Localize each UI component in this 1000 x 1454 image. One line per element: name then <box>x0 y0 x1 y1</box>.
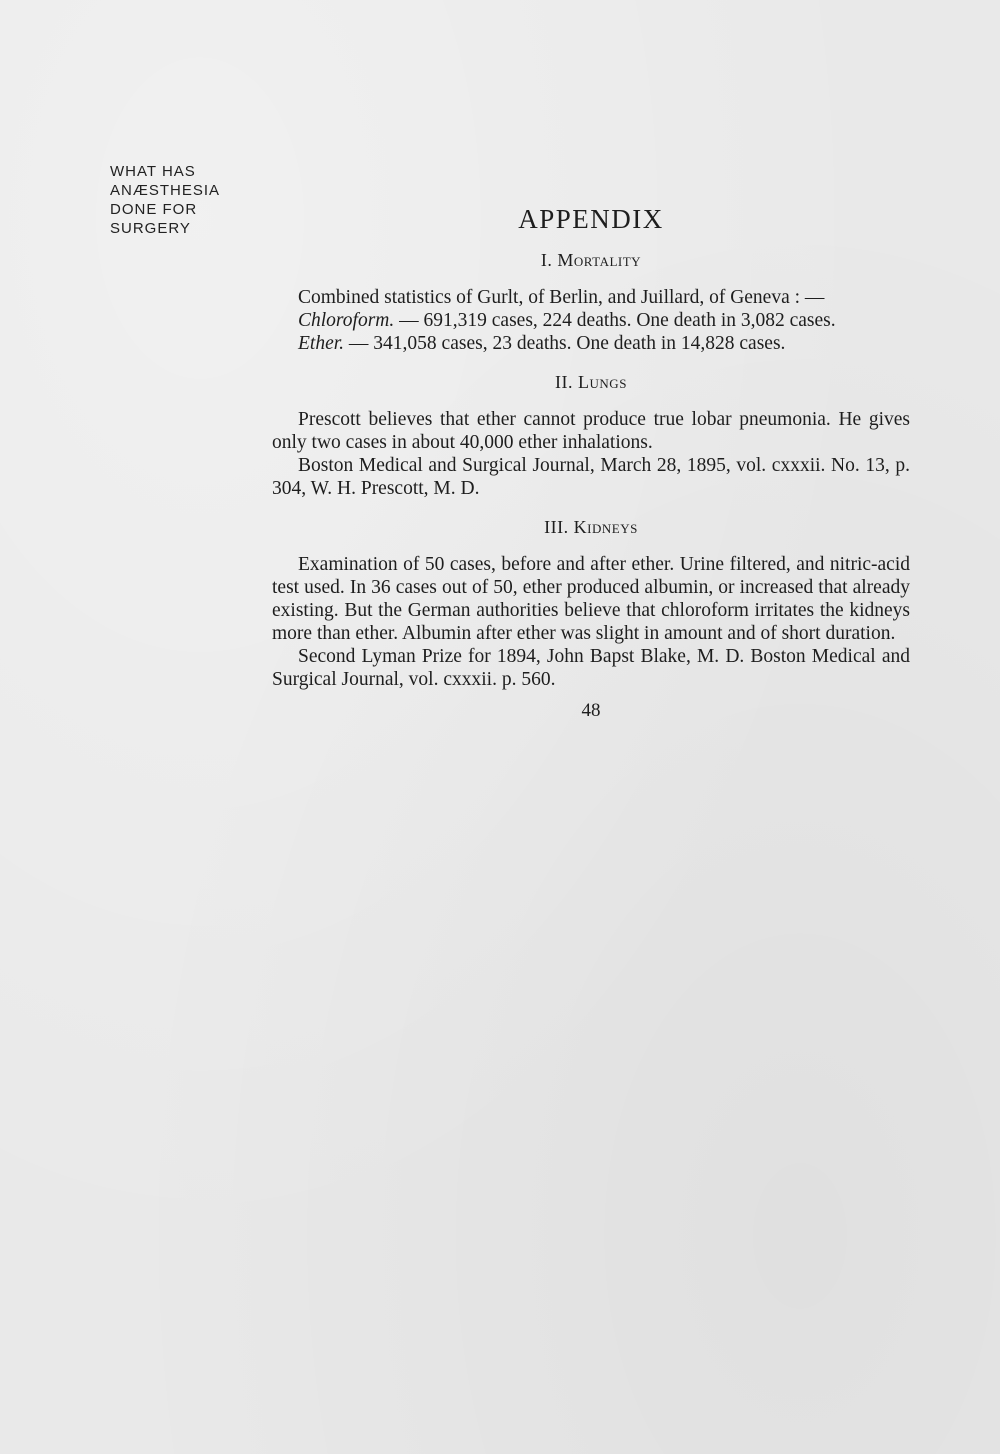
paragraph: Boston Medical and Surgical Journal, March 28, 1895, vol. cxxxii. No. 13, p. 304, W. H. Prescott, M. D. <box>272 455 910 499</box>
paragraph: Second Lyman Prize for 1894, John Bapst Blake, M. D. Boston Medical and Surgical Journal, vol. cxxxii. p. 560. <box>272 646 910 690</box>
paragraph <box>272 332 910 355</box>
section-heading: II. Lungs <box>555 372 627 392</box>
margin-note-line: SURGERY <box>110 220 191 237</box>
page-title: APPENDIX <box>518 204 664 234</box>
margin-note-line: ANÆSTHESIA <box>110 182 221 199</box>
paragraph: Combined statistics of Gurlt, of Berlin, and Juillard, of Geneva : — <box>298 287 825 308</box>
paragraph: Examination of 50 cases, before and after ether. Urine filtered, and nitric-acid test used. In 36 cases out of 50, ether produced albumin, or increased that already existing. But the German authorities believe that chloroform irritates the kidneys more than ether. Albumin after ether was slight in amount and of short duration. <box>272 554 910 644</box>
ether-stats: — 341,058 cases, 23 deaths. One death in 14,828 cases. <box>344 333 786 354</box>
section-mortality <box>272 249 910 355</box>
section-lungs <box>272 371 910 500</box>
chloroform-label: Chloroform. <box>298 310 395 331</box>
page-number: 48 <box>581 700 601 721</box>
paragraph: Prescott believes that ether cannot produce true lobar pneumonia. He gives only two cases in about 40,000 ether inhalations. <box>272 409 910 453</box>
margin-note-line: DONE FOR <box>110 201 198 218</box>
margin-running-head <box>110 162 270 238</box>
ether-label: Ether. <box>298 333 345 354</box>
margin-note-line: WHAT HAS <box>110 163 196 180</box>
page-content <box>272 204 910 722</box>
section-kidneys <box>272 516 910 691</box>
paragraph <box>272 309 910 332</box>
section-heading: I. Mortality <box>540 250 642 270</box>
section-heading: III. Kidneys <box>544 517 638 537</box>
chloroform-stats: — 691,319 cases, 224 deaths. One death in 3,082 cases. <box>394 310 836 331</box>
